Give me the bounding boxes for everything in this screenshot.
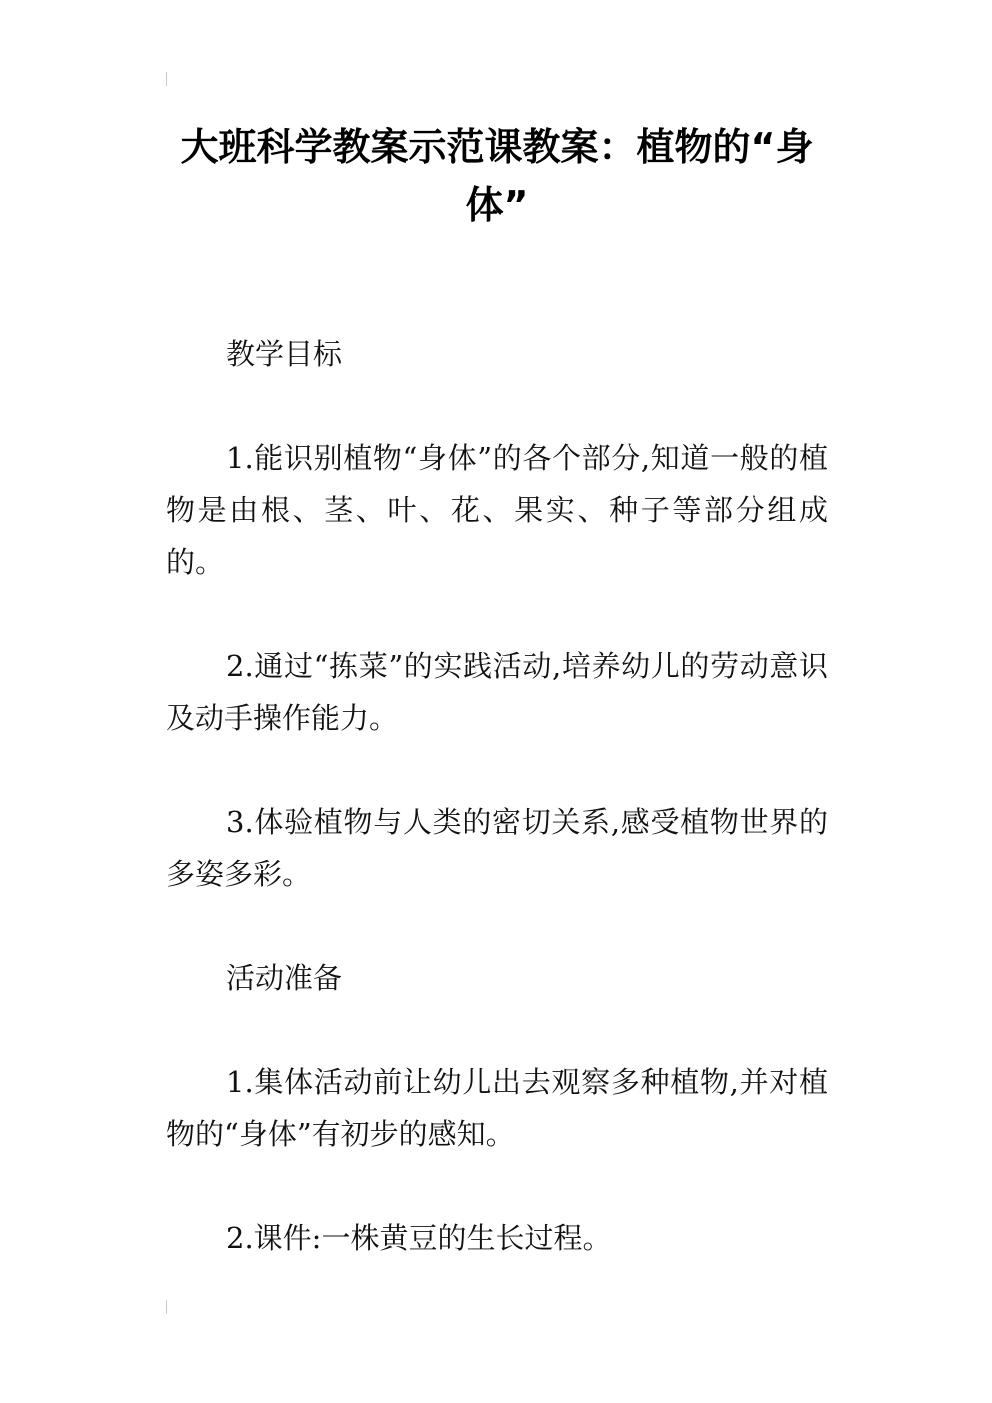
- page-corner-mark-top: [166, 72, 167, 86]
- goal-paragraph-2: 2.通过“拣菜”的实践活动,培养幼儿的劳动意识及动手操作能力。: [166, 649, 828, 735]
- page-corner-mark-bottom: [166, 1300, 167, 1314]
- preparation-paragraph-2: 2.课件:一株黄豆的生长过程。: [226, 1221, 612, 1255]
- section-heading-activity-preparation: 活动准备: [226, 961, 343, 995]
- preparation-paragraph-1: 1.集体活动前让幼儿出去观察多种植物,并对植物的“身体”有初步的感知。: [166, 1065, 828, 1151]
- section-heading-teaching-goals: 教学目标: [226, 337, 343, 371]
- goal-paragraph-3: 3.体验植物与人类的密切关系,感受植物世界的多姿多彩。: [166, 805, 828, 891]
- goal-paragraph-1: 1.能识别植物“身体”的各个部分,知道一般的植物是由根、茎、叶、花、果实、种子等部分组成的。: [166, 441, 828, 579]
- document-title: 大班科学教案示范课教案：植物的“身体”: [180, 125, 814, 227]
